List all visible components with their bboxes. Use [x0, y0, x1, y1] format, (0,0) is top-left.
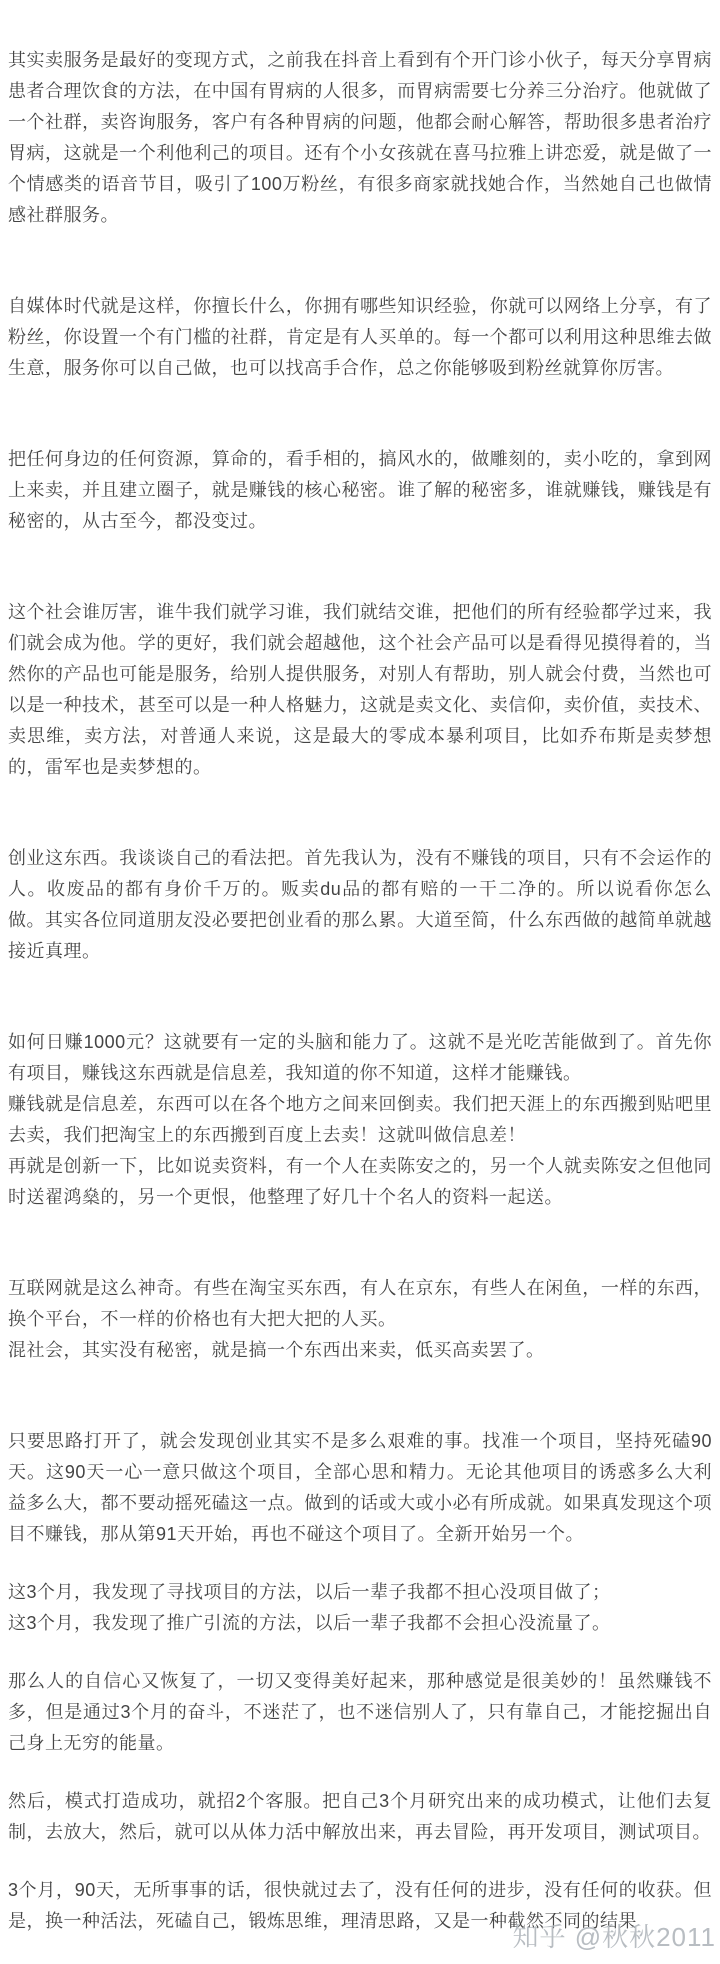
- paragraph-group: [8, 1426, 712, 1550]
- paragraph-text: 混社会，其实没有秘密，就是搞一个东西出来卖，低买高卖罢了。: [8, 1340, 545, 1360]
- zhihu-watermark: 知乎 @秋秋2011: [512, 1922, 716, 1952]
- paragraph-group: [8, 597, 712, 783]
- paragraph-text: 然后，模式打造成功，就招2个客服。把自己3个月研究出来的成功模式，让他们去复制，去放大，然后，就可以从体力活中解放出来，再去冒险，再开发项目，测试项目。: [8, 1791, 712, 1842]
- paragraph-group: [8, 45, 712, 231]
- paragraph-group: [8, 1027, 712, 1213]
- paragraph-text: 这个社会谁厉害，谁牛我们就学习谁，我们就结交谁，把他们的所有经验都学过来，我们就会成为他。学的更好，我们就会超越他，这个社会产品可以是看得见摸得着的，当然你的产品也可能是服务，给别人提供服务，对别人有帮助，别人就会付费，当然也可以是一种技术，甚至可以是一种人格魅力，这就是卖文化、卖信仰，卖价值，卖技术、卖思维，卖方法，对普通人来说，这是最大的零成本暴利项目，比如乔布斯是卖梦想的，雷军也是卖梦想的。: [8, 602, 712, 777]
- paragraph-text: 把任何身边的任何资源，算命的，看手相的，搞风水的，做雕刻的，卖小吃的，拿到网上来卖，并且建立圈子，就是赚钱的核心秘密。谁了解的秘密多，谁就赚钱，赚钱是有秘密的，从古至今，都没变过。: [8, 449, 712, 531]
- paragraph-group: [8, 1786, 712, 1848]
- paragraph-group: [8, 444, 712, 537]
- paragraph-group: [8, 291, 712, 384]
- paragraph-group: [8, 1666, 712, 1759]
- paragraph-text: 互联网就是这么神奇。有些在淘宝买东西，有人在京东，有些人在闲鱼，一样的东西，换个平台，不一样的价格也有大把大把的人买。: [8, 1278, 712, 1329]
- paragraph-text: 其实卖服务是最好的变现方式，之前我在抖音上看到有个开门诊小伙子，每天分享胃病患者合理饮食的方法，在中国有胃病的人很多，而胃病需要七分养三分治疗。他就做了一个社群，卖咨询服务，客户有各种胃病的问题，他都会耐心解答，帮助很多患者治疗胃病，这就是一个利他利己的项目。还有个小女孩就在喜马拉雅上讲恋爱，就是做了一个情感类的语音节目，吸引了100万粉丝，有很多商家就找她合作，当然她自己也做情感社群服务。: [8, 50, 712, 225]
- paragraph-text: 这3个月，我发现了寻找项目的方法，以后一辈子我都不担心没项目做了；: [8, 1582, 611, 1602]
- paragraph-text: 这3个月，我发现了推广引流的方法，以后一辈子我都不会担心没流量了。: [8, 1613, 611, 1633]
- paragraph-text: 创业这东西。我谈谈自己的看法把。首先我认为，没有不赚钱的项目，只有不会运作的人。收废品的都有身价千万的。贩卖du品的都有赔的一干二净的。所以说看你怎么做。其实各位同道朋友没必要把创业看的那么累。大道至简，什么东西做的越简单就越接近真理。: [8, 848, 712, 961]
- paragraph-group: [8, 1577, 712, 1639]
- paragraph-text: 只要思路打开了，就会发现创业其实不是多么艰难的事。找准一个项目，坚持死磕90天。这90天一心一意只做这个项目，全部心思和精力。无论其他项目的诱惑多么大利益多么大，都不要动摇死磕这一点。做到的话或大或小必有所成就。如果真发现这个项目不赚钱，那从第91天开始，再也不碰这个项目了。全新开始另一个。: [8, 1431, 712, 1544]
- paragraph-text: 赚钱就是信息差，东西可以在各个地方之间来回倒卖。我们把天涯上的东西搬到贴吧里去卖，我们把淘宝上的东西搬到百度上去卖！这就叫做信息差！: [8, 1094, 712, 1145]
- paragraph-text: 3个月，90天，无所事事的话，很快就过去了，没有任何的进步，没有任何的收获。但是，换一种活法，死磕自己，锻炼思维，理清思路，又是一种截然不同的结果: [8, 1880, 712, 1931]
- paragraph-text: 那么人的自信心又恢复了，一切又变得美好起来，那种感觉是很美妙的！虽然赚钱不多，但是通过3个月的奋斗，不迷茫了，也不迷信别人了，只有靠自己，才能挖掘出自己身上无穷的能量。: [8, 1671, 712, 1753]
- paragraph-text: 自媒体时代就是这样，你擅长什么，你拥有哪些知识经验，你就可以网络上分享，有了粉丝，你设置一个有门槛的社群，肯定是有人买单的。每一个都可以利用这种思维去做生意，服务你可以自己做，也可以找高手合作，总之你能够吸到粉丝就算你厉害。: [8, 296, 712, 378]
- paragraph-text: 再就是创新一下，比如说卖资料，有一个人在卖陈安之的，另一个人就卖陈安之但他同时送翟鸿燊的，另一个更恨，他整理了好几十个名人的资料一起送。: [8, 1156, 712, 1207]
- paragraph-group: [8, 843, 712, 967]
- paragraph-group: [8, 1273, 712, 1366]
- paragraph-text: 如何日赚1000元？这就要有一定的头脑和能力了。这就不是光吃苦能做到了。首先你有项目，赚钱这东西就是信息差，我知道的你不知道，这样才能赚钱。: [8, 1032, 712, 1083]
